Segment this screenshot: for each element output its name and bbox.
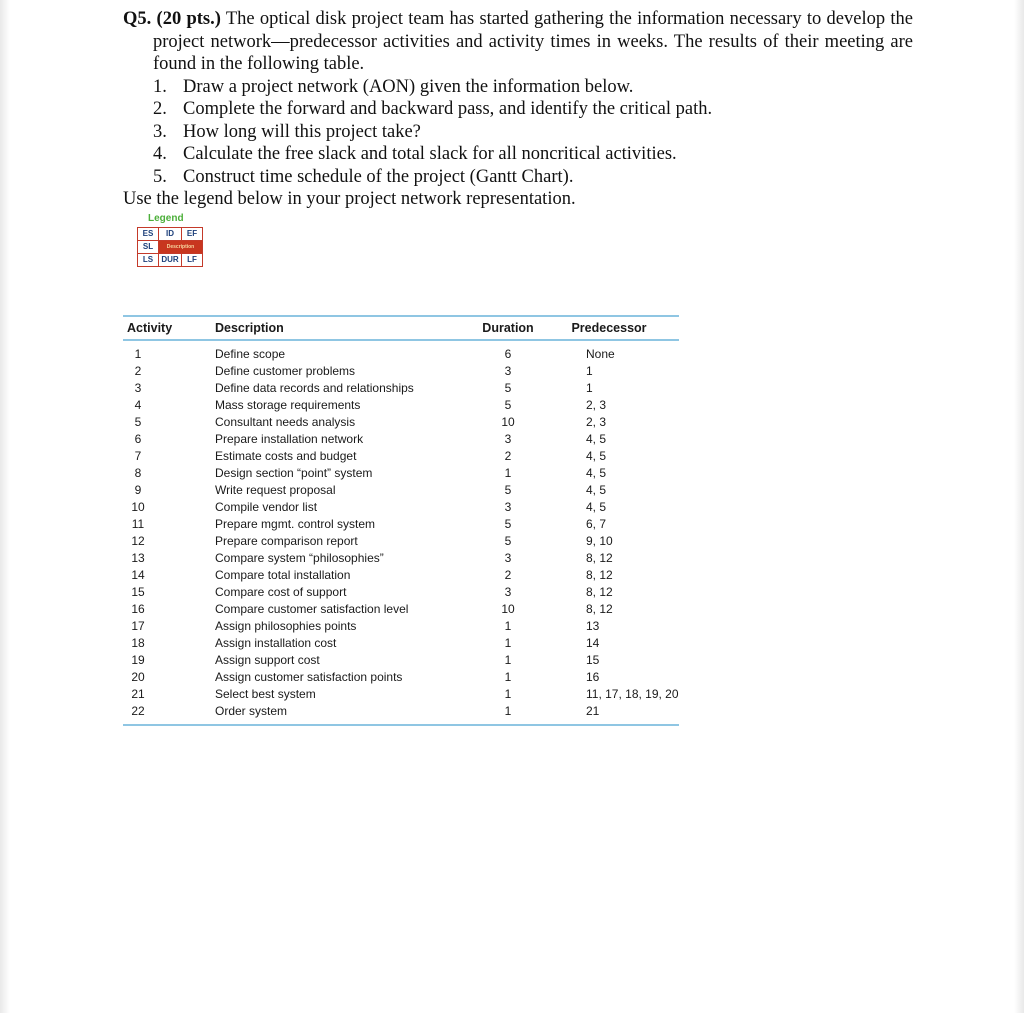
activity-number: 15 — [131, 585, 145, 599]
predecessor-cell: 8, 12 — [586, 551, 613, 565]
activity-number: 14 — [131, 568, 145, 582]
task-text: Construct time schedule of the project (Gantt Chart). — [183, 166, 574, 187]
predecessor-cell: 8, 12 — [586, 568, 613, 582]
predecessor-cell: 21 — [586, 704, 600, 718]
duration-cell: 3 — [504, 585, 512, 599]
activity-number: 5 — [134, 415, 142, 429]
description-cell: Compare system “philosophies” — [215, 551, 384, 565]
duration-cell: 2 — [504, 568, 512, 582]
question-intro: The optical disk project team has started gathering the information necessary to develop the project network—predecessor activities and activity times in weeks. The results of their meeting are found in the following table. — [153, 9, 913, 74]
table-row — [123, 363, 679, 380]
predecessor-cell: 15 — [586, 653, 600, 667]
predecessor-cell: 6, 7 — [586, 517, 607, 531]
table-body — [123, 341, 679, 726]
predecessor-cell: None — [586, 347, 615, 361]
legend-box — [137, 213, 207, 283]
predecessor-cell: 8, 12 — [586, 602, 613, 616]
task-text: Complete the forward and backward pass, and identify the critical path. — [183, 99, 713, 119]
task-text: Calculate the free slack and total slack for all noncritical activities. — [183, 144, 677, 164]
description-cell: Define data records and relationships — [215, 381, 414, 395]
predecessor-cell: 2, 3 — [586, 398, 607, 412]
activity-cell — [123, 516, 211, 533]
legend-dur: DUR — [159, 254, 182, 267]
activity-cell — [123, 499, 211, 516]
table-row — [123, 533, 679, 550]
description-cell: Prepare comparison report — [215, 534, 358, 548]
predecessor-cell: 16 — [586, 670, 600, 684]
task-text: How long will this project take? — [183, 121, 421, 142]
activity-cell — [123, 482, 211, 499]
task-item — [123, 76, 913, 99]
activity-number: 11 — [131, 517, 145, 531]
legend-instruction: Use the legend below in your project network representation. — [123, 189, 576, 209]
header-predecessor: Predecessor — [571, 321, 647, 335]
description-cell: Assign customer satisfaction points — [215, 670, 403, 684]
predecessor-cell: 2, 3 — [586, 415, 607, 429]
duration-cell: 3 — [504, 500, 512, 514]
table-row — [123, 703, 679, 720]
description-cell: Compare customer satisfaction level — [215, 602, 409, 616]
header-description: Description — [215, 321, 284, 335]
description-cell: Write request proposal — [215, 483, 336, 497]
activity-cell — [123, 601, 211, 618]
task-item — [123, 98, 913, 121]
table-row — [123, 601, 679, 618]
legend-lf: LF — [182, 254, 203, 267]
activity-cell — [123, 465, 211, 482]
activity-cell — [123, 686, 211, 703]
description-cell: Mass storage requirements — [215, 398, 361, 412]
description-cell: Assign installation cost — [215, 636, 337, 650]
duration-cell: 10 — [501, 602, 515, 616]
duration-cell: 3 — [504, 364, 512, 378]
duration-cell: 3 — [504, 432, 512, 446]
activity-table — [123, 315, 679, 726]
predecessor-cell: 13 — [586, 619, 600, 633]
question-heading — [123, 8, 913, 76]
activity-cell — [123, 567, 211, 584]
question-label: Q5. (20 pts.) — [123, 9, 221, 29]
legend-id: ID — [159, 228, 182, 241]
predecessor-cell: 4, 5 — [586, 432, 607, 446]
duration-cell: 5 — [504, 381, 512, 395]
table-row — [123, 516, 679, 533]
duration-cell: 10 — [501, 415, 515, 429]
activity-number: 21 — [131, 687, 145, 701]
activity-cell — [123, 703, 211, 720]
table-header — [123, 317, 679, 341]
activity-number: 18 — [131, 636, 145, 650]
activity-number: 20 — [131, 670, 145, 684]
activity-cell — [123, 550, 211, 567]
duration-cell: 6 — [504, 347, 512, 361]
activity-number: 3 — [134, 381, 142, 395]
predecessor-cell: 8, 12 — [586, 585, 613, 599]
table-row — [123, 652, 679, 669]
duration-cell: 1 — [504, 653, 512, 667]
description-cell: Compare total installation — [215, 568, 351, 582]
description-cell: Select best system — [215, 687, 316, 701]
duration-cell: 5 — [504, 534, 512, 548]
activity-cell — [123, 414, 211, 431]
activity-number: 7 — [134, 449, 142, 463]
duration-cell: 3 — [504, 551, 512, 565]
predecessor-cell: 1 — [586, 364, 593, 378]
activity-number: 8 — [134, 466, 142, 480]
task-number: 2. — [153, 99, 167, 119]
legend-description: Description — [159, 241, 203, 254]
header-activity: Activity — [127, 321, 173, 335]
activity-cell — [123, 363, 211, 380]
description-cell: Estimate costs and budget — [215, 449, 357, 463]
description-cell: Consultant needs analysis — [215, 415, 356, 429]
predecessor-cell: 1 — [586, 381, 593, 395]
predecessor-cell: 4, 5 — [586, 483, 607, 497]
duration-cell: 1 — [504, 636, 512, 650]
description-cell: Define customer problems — [215, 364, 356, 378]
legend-grid — [137, 227, 203, 267]
activity-number: 9 — [134, 483, 142, 497]
duration-cell: 5 — [504, 517, 512, 531]
page-shadow-left — [0, 0, 10, 1013]
task-number: 5. — [153, 166, 167, 187]
activity-cell — [123, 669, 211, 686]
activity-cell — [123, 448, 211, 465]
activity-number: 12 — [131, 534, 145, 548]
activity-cell — [123, 533, 211, 550]
activity-cell — [123, 431, 211, 448]
duration-cell: 1 — [504, 619, 512, 633]
activity-cell — [123, 635, 211, 652]
activity-cell — [123, 652, 211, 669]
activity-cell — [123, 397, 211, 414]
activity-number: 6 — [134, 432, 142, 446]
table-row — [123, 448, 679, 465]
duration-cell: 1 — [504, 466, 512, 480]
page-shadow-right — [1014, 0, 1024, 1013]
predecessor-cell: 4, 5 — [586, 500, 607, 514]
table-row — [123, 380, 679, 397]
table-row — [123, 465, 679, 482]
duration-cell: 2 — [504, 449, 512, 463]
legend-title: Legend — [148, 213, 184, 224]
description-cell: Design section “point” system — [215, 466, 373, 480]
activity-number: 13 — [131, 551, 145, 565]
description-cell: Define scope — [215, 347, 286, 361]
table-row — [123, 431, 679, 448]
question-block — [123, 8, 913, 211]
activity-cell — [123, 346, 211, 363]
description-cell: Order system — [215, 704, 288, 718]
duration-cell: 1 — [504, 687, 512, 701]
description-cell: Prepare installation network — [215, 432, 364, 446]
table-row — [123, 346, 679, 363]
duration-cell: 5 — [504, 398, 512, 412]
activity-cell — [123, 618, 211, 635]
task-number: 4. — [153, 144, 167, 164]
task-number: 1. — [153, 76, 167, 97]
activity-number: 22 — [131, 704, 145, 718]
activity-number: 1 — [134, 347, 142, 361]
activity-number: 16 — [131, 602, 145, 616]
predecessor-cell: 11, 17, 18, 19, 20 — [586, 687, 679, 701]
table-row — [123, 635, 679, 652]
header-duration: Duration — [482, 321, 534, 335]
table-row — [123, 550, 679, 567]
predecessor-cell: 9, 10 — [586, 534, 613, 548]
task-item — [123, 166, 913, 189]
duration-cell: 5 — [504, 483, 512, 497]
duration-cell: 1 — [504, 704, 512, 718]
activity-number: 10 — [131, 500, 145, 514]
activity-number: 17 — [131, 619, 145, 633]
table-row — [123, 499, 679, 516]
table-row — [123, 618, 679, 635]
legend-sl: SL — [138, 241, 159, 254]
task-item — [123, 143, 913, 166]
task-number: 3. — [153, 121, 167, 142]
predecessor-cell: 4, 5 — [586, 466, 607, 480]
description-cell: Compile vendor list — [215, 500, 318, 514]
duration-cell: 1 — [504, 670, 512, 684]
legend-ls: LS — [138, 254, 159, 267]
activity-number: 2 — [134, 364, 142, 378]
activity-number: 19 — [131, 653, 145, 667]
description-cell: Prepare mgmt. control system — [215, 517, 376, 531]
task-list — [123, 76, 913, 189]
table-row — [123, 397, 679, 414]
predecessor-cell: 14 — [586, 636, 600, 650]
description-cell: Assign support cost — [215, 653, 320, 667]
table-row — [123, 669, 679, 686]
activity-number: 4 — [134, 398, 142, 412]
description-cell: Assign philosophies points — [215, 619, 357, 633]
table-row — [123, 567, 679, 584]
table-row — [123, 482, 679, 499]
task-text: Draw a project network (AON) given the information below. — [183, 76, 634, 97]
description-cell: Compare cost of support — [215, 585, 347, 599]
task-item — [123, 121, 913, 144]
activity-cell — [123, 380, 211, 397]
table-row — [123, 414, 679, 431]
predecessor-cell: 4, 5 — [586, 449, 607, 463]
table-row — [123, 584, 679, 601]
table-row — [123, 686, 679, 703]
legend-es: ES — [138, 228, 159, 241]
activity-cell — [123, 584, 211, 601]
legend-ef: EF — [182, 228, 203, 241]
